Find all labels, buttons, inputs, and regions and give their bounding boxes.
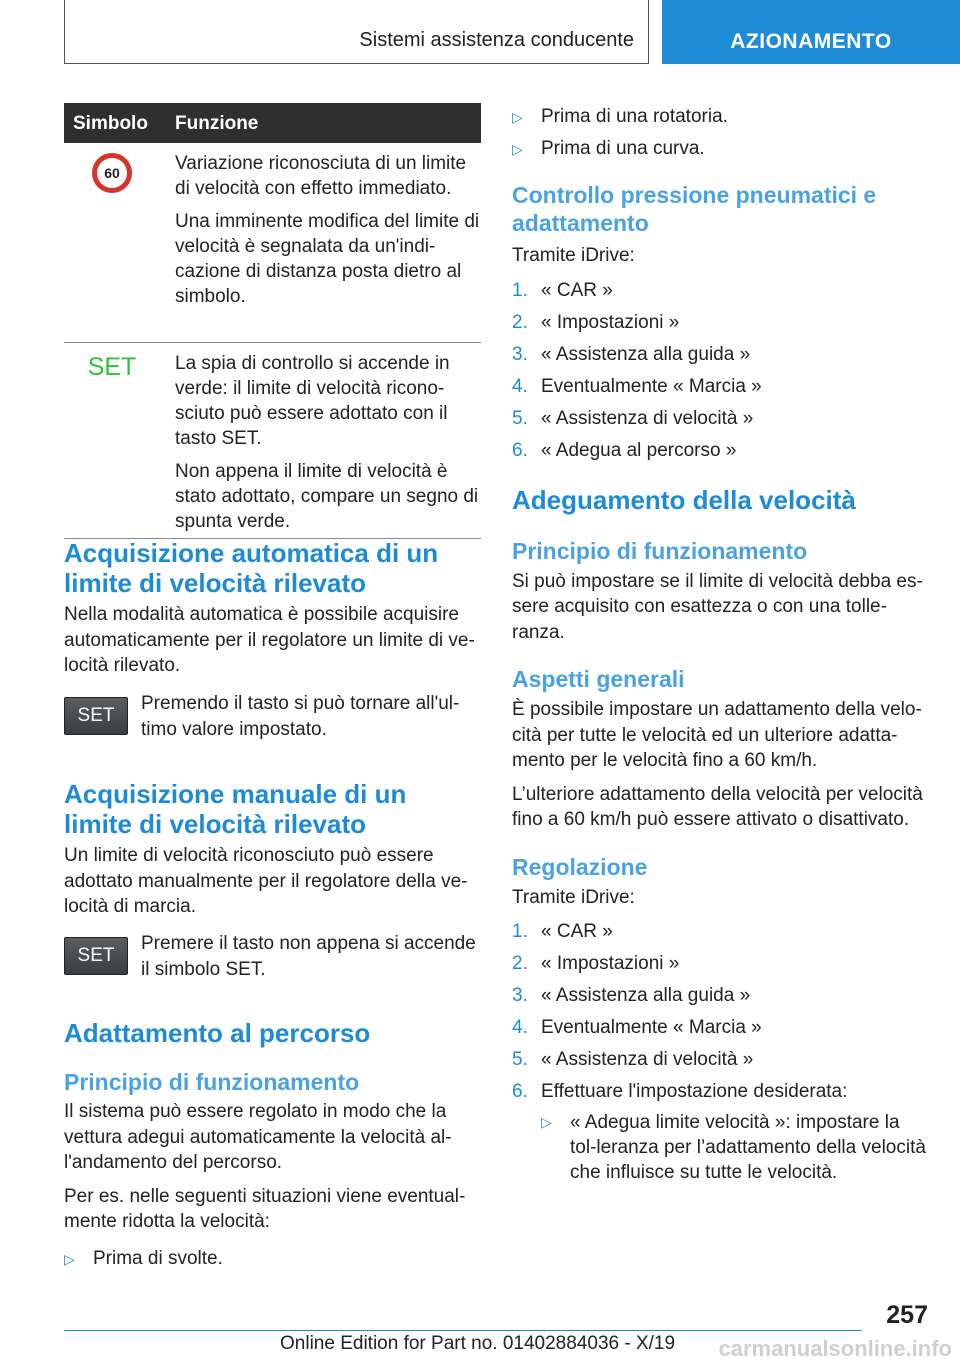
list-item: 5. « Assistenza di velocità »: [512, 1049, 754, 1070]
section-body: L’ulteriore adattamento della velocità per velocità fino a 60 km/h può essere attivato o disattivato.: [512, 783, 923, 830]
triangle-right-icon: ▷: [512, 141, 523, 157]
section-body: Tramite iDrive:: [512, 886, 635, 908]
sub-bullet: [512, 1110, 928, 1185]
list-item: 4. Eventualmente « Marcia »: [512, 1017, 762, 1038]
footer-edition: Online Edition for Part no. 01402884036 - X/19: [280, 1333, 676, 1354]
section-auto-acquisition: [64, 538, 481, 687]
function-text: Una imminente modifica del limite di velocità è segnalata da un'indi-cazione di distanza posta dietro al simbolo.: [175, 211, 480, 307]
list-item: 3. « Assistenza alla guida »: [512, 343, 751, 365]
section-route-adaptation: [64, 1018, 481, 1275]
list-item: 2. « Impostazioni »: [512, 953, 680, 974]
list-item: 5. « Assistenza di velocità »: [512, 407, 754, 429]
col-symbol-header: Simbolo: [73, 113, 148, 134]
speed-limit-sign-icon: 60: [92, 153, 132, 193]
section-heading: Acquisizione automatica di un limite di velocità rilevato: [64, 538, 439, 598]
set-button-description: Premere il tasto non appena si accende il simbolo SET.: [141, 933, 476, 980]
watermark: carmanualsonline.info: [718, 1336, 952, 1361]
symbol-table: [64, 103, 481, 539]
table-row: [64, 143, 481, 343]
section-body: Nella modalità automatica è possibile acquisire automaticamente per il regolatore un limite di ve-locità rilevato.: [64, 604, 475, 676]
table-header: [64, 103, 481, 143]
list-item: ▷ Prima di una curva.: [512, 133, 928, 165]
subsection-heading: Principio di funzionamento: [64, 1069, 360, 1095]
footer-divider: [64, 1330, 862, 1331]
header-chapter-title: AZIONAMENTO: [730, 30, 892, 53]
list-item: 1. « CAR »: [512, 279, 613, 301]
section-body: Il sistema può essere regolato in modo che la vettura adegui automaticamente la velocità al-l'andamento del percorso.: [64, 1101, 452, 1173]
function-text: Non appena il limite di velocità è stato adottato, compare un segno di spunta verde.: [175, 461, 479, 532]
list-item: ▷ Prima di una rotatoria.: [512, 101, 928, 133]
list-item: 4. Eventualmente « Marcia »: [512, 375, 762, 397]
list-item: 6. Effettuare l'impostazione desiderata:: [512, 1081, 848, 1102]
list-item: 1. « CAR »: [512, 921, 613, 942]
col-function-header: Funzione: [175, 113, 259, 134]
subsection-heading: Aspetti generali: [512, 666, 685, 692]
section-heading: Adattamento al percorso: [64, 1018, 371, 1048]
subsection-heading: Controllo pressione pneumatici e adattamento: [512, 182, 877, 236]
section-body: È possibile impostare un adattamento della velo-cità per tutte le velocità ed un ulteriore adatta-mento per le velocità fino a 60 km/h.: [512, 699, 922, 771]
function-text: La spia di controllo si accende in verde: il limite di velocità ricono-sciuto può essere adottato con il tasto SET.: [175, 353, 450, 449]
table-row: [64, 343, 481, 539]
list-item: 3. « Assistenza alla guida »: [512, 985, 751, 1006]
sub-bullet-text: « Adegua limite velocità »: impostare la tol-leranza per l’adattamento della velocità che influisce su tutte le velocità.: [570, 1112, 926, 1183]
set-indicator-icon: SET: [87, 353, 137, 381]
section-heading: Adeguamento della velocità: [512, 484, 856, 515]
triangle-right-icon: ▷: [512, 109, 523, 125]
section-manual-acquisition: [64, 779, 481, 928]
function-text: Variazione riconosciuta di un limite di velocità con effetto immediato.: [175, 153, 467, 199]
triangle-right-icon: ▷: [541, 1114, 552, 1130]
symbol-cell: [64, 143, 160, 193]
steps-list: [512, 275, 928, 467]
right-column: [512, 101, 928, 1185]
subsection-heading: Regolazione: [512, 853, 648, 880]
header-section-box: [64, 0, 649, 64]
section-body: Un limite di velocità riconosciuto può essere adottato manualmente per il regolatore della ve-locità di marcia.: [64, 845, 468, 917]
subsection-heading: Principio di funzionamento: [512, 537, 808, 564]
steps-list: [512, 916, 928, 1108]
list-item: ▷ Prima di svolte.: [64, 1243, 481, 1275]
set-button-description: Premendo il tasto si può tornare all'ul-timo valore impostato.: [141, 693, 460, 740]
section-body: Tramite iDrive:: [512, 245, 635, 266]
header-chapter-tab: [662, 0, 960, 64]
section-heading: Acquisizione manuale di un limite di velocità rilevato: [64, 779, 407, 839]
triangle-right-icon: ▷: [64, 1250, 75, 1267]
section-body: Per es. nelle seguenti situazioni viene eventual-mente ridotta la velocità:: [64, 1185, 466, 1232]
header-section-title: Sistemi assistenza conducente: [359, 29, 634, 51]
bullet-list: [64, 1243, 481, 1275]
set-button-icon: SET: [64, 697, 128, 735]
list-item: 2. « Impostazioni »: [512, 311, 680, 333]
list-item: 6. « Adegua al percorso »: [512, 439, 737, 461]
section-body: Si può impostare se il limite di velocità debba es-sere acquisito con esattezza o con una tolle-ranza.: [512, 570, 923, 643]
bullet-list: [512, 101, 928, 165]
page-number: 257: [886, 1301, 928, 1329]
symbol-cell: [64, 343, 160, 382]
set-button-icon: SET: [64, 937, 128, 975]
